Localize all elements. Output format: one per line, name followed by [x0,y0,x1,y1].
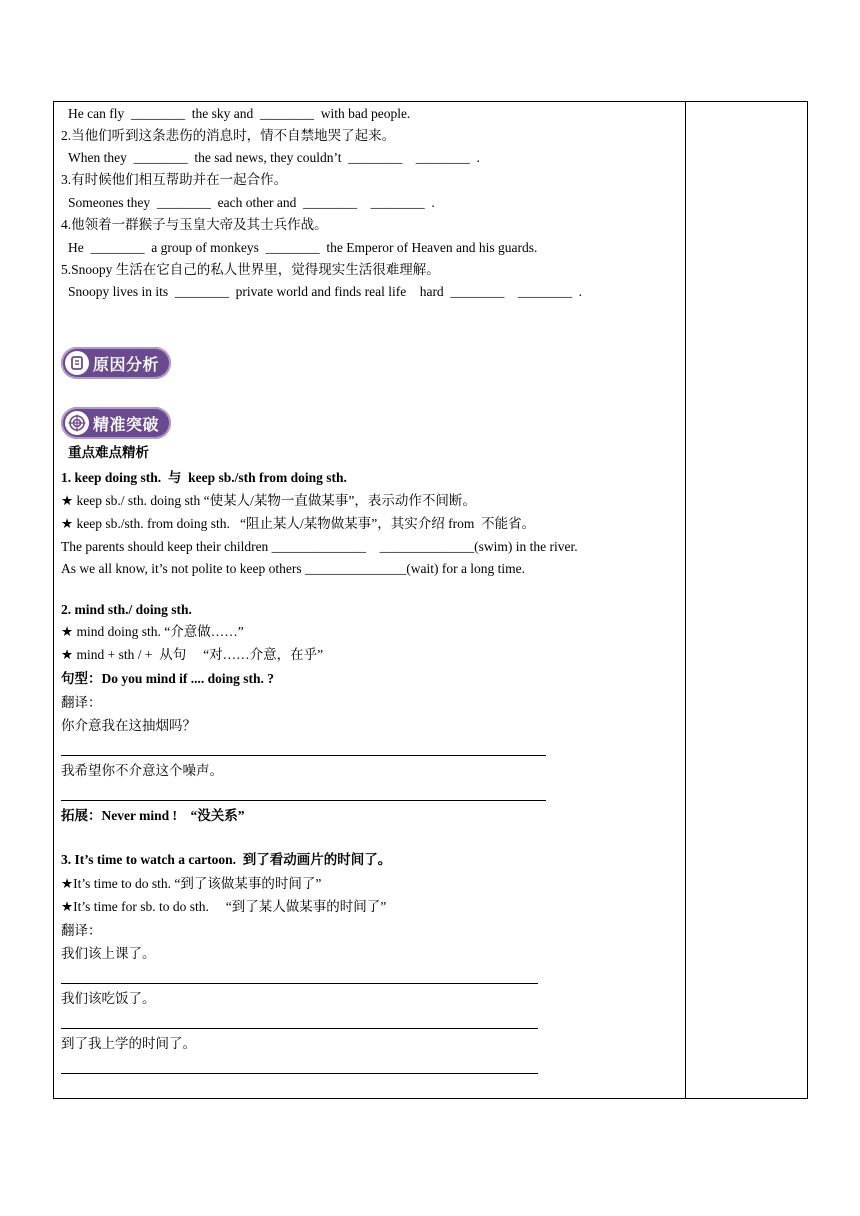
section-3-question-3: 到了我上学的时间了。 [61,1036,196,1051]
answer-line [61,1028,538,1029]
document-icon [65,351,89,375]
answer-line [61,983,538,984]
section-3-bullet-1: ★It’s time to do sth. “到了该做某事的时间了” [61,876,322,891]
section-3-title: 3. It’s time to watch a cartoon. 到了看动画片的时间了。 [61,852,392,867]
precise-breakthrough-badge [61,407,171,439]
reason-analysis-badge [61,347,171,379]
exercise-line-3: Someones they ________ each other and ________ ________ . [68,195,435,210]
exercise-line-5: Snoopy lives in its ________ private world and finds real life hard ________ ________ . [68,284,583,299]
section-2-extension: 拓展：Never mind ! “没关系” [61,808,245,823]
section-1-title: 1. keep doing sth. 与 keep sb./sth from doing sth. [61,470,347,485]
precise-breakthrough-label: 精准突破 [93,414,160,434]
section-1-bullet-2: ★ keep sb./sth. from doing sth. “阻止某人/某物做某事”，其实介绍 from 不能省。 [61,516,536,531]
exercise-question-4: 4.他领着一群猴子与玉皇大帝及其士兵作战。 [61,217,328,232]
answer-line [61,755,546,756]
section-1-bullet-1: ★ keep sb./ sth. doing sth “使某人/某物一直做某事”，表示动作不间断。 [61,493,476,508]
answer-line [61,800,546,801]
section-2-pattern: 句型：Do you mind if .... doing sth. ? [61,671,275,686]
exercise-line-2: When they ________ the sad news, they couldn’t ________ ________ . [68,150,480,165]
exercise-question-5: 5.Snoopy 生活在它自己的私人世界里，觉得现实生活很难理解。 [61,262,440,277]
target-icon [65,411,89,435]
column-divider [685,101,686,1099]
reason-analysis-label: 原因分析 [93,354,160,374]
section-2-title: 2. mind sth./ doing sth. [61,602,192,617]
exercise-question-2: 2.当他们听到这条悲伤的消息时，情不自禁地哭了起来。 [61,128,396,143]
section-3-translate-label: 翻译： [61,923,102,938]
section-3-question-2: 我们该吃饭了。 [61,991,156,1006]
section-2-bullet-1: ★ mind doing sth. “介意做……” [61,624,244,639]
section-2-bullet-2: ★ mind + sth / + 从句 “对……介意，在乎” [61,647,324,662]
section-2-translate-label: 翻译： [61,695,102,710]
exercise-line-4: He ________ a group of monkeys ________ the Emperor of Heaven and his guards. [68,240,538,255]
section-2-question-1: 你介意我在这抽烟吗？ [61,718,196,733]
section-1-exercise-1: The parents should keep their children ______________ ______________(swim) in the river. [61,539,578,554]
answer-line [61,1073,538,1074]
section-3-bullet-2: ★It’s time for sb. to do sth. “到了某人做某事的时间了” [61,899,387,914]
section-3-question-1: 我们该上课了。 [61,946,156,961]
exercise-question-3: 3.有时候他们相互帮助并在一起合作。 [61,172,288,187]
exercise-line-1: He can fly ________ the sky and ________ with bad people. [68,106,411,121]
section-2-question-2: 我希望你不介意这个噪声。 [61,763,223,778]
section-1-exercise-2: As we all know, it’s not polite to keep others _______________(wait) for a long time. [61,561,526,576]
section-heading: 重点难点精析 [68,445,149,460]
